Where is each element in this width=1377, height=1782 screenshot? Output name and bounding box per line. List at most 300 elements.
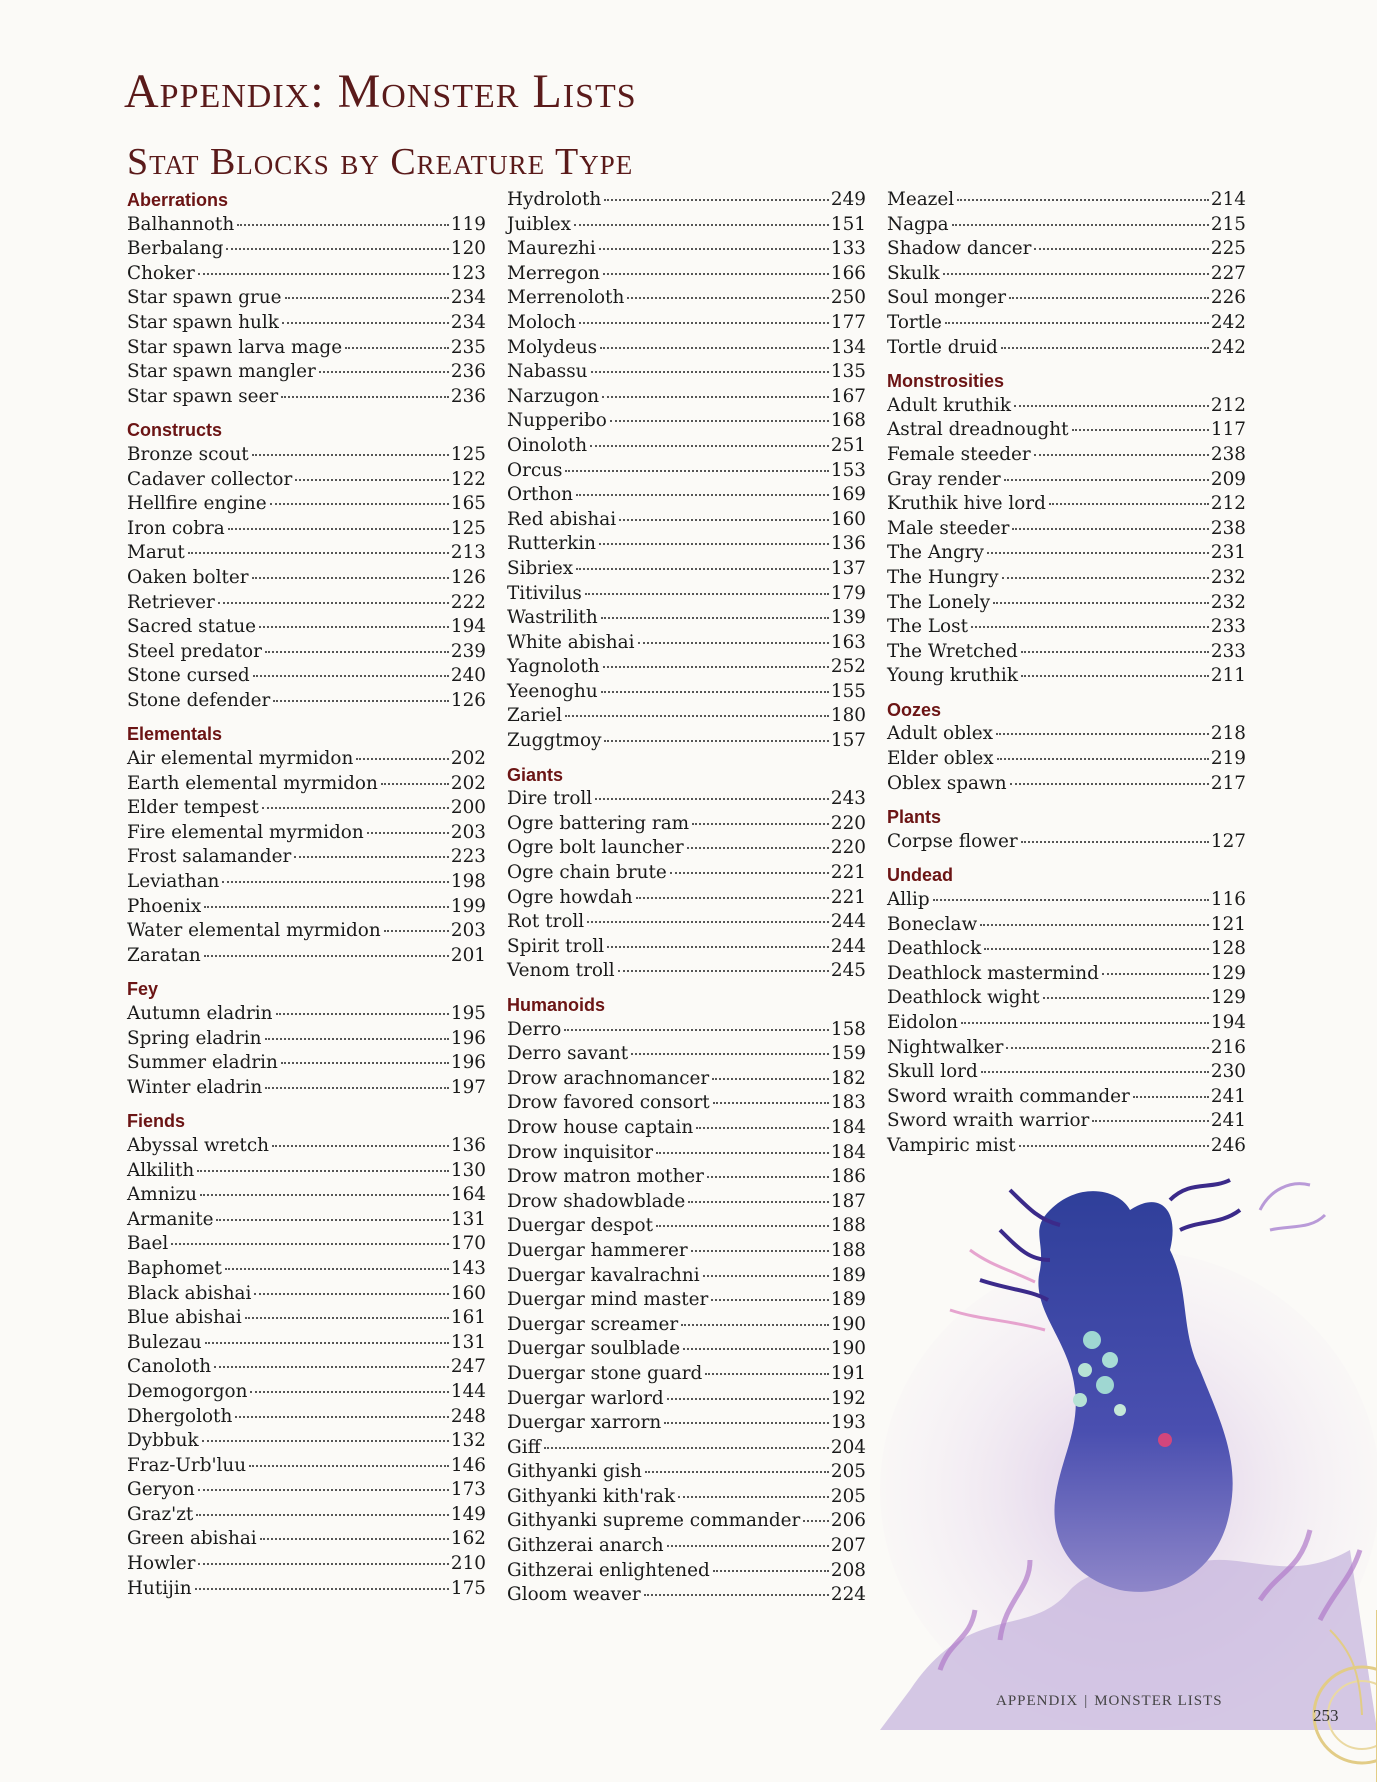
list-item [507,861,866,886]
list-item [127,747,486,772]
monster-name: Star spawn grue [127,287,282,309]
monster-name: Choker [127,262,195,284]
list-item [127,1405,486,1430]
monster-name: Drow inquisitor [507,1141,653,1163]
page-ref: 126 [450,689,486,711]
category-heading: Elementals [127,724,223,745]
list-item [127,1002,486,1027]
page-ref: 232 [1210,566,1246,588]
list-item [507,1165,866,1190]
list-item [127,1134,486,1159]
dot-leader [294,856,449,858]
monster-name: Ogre chain brute [507,862,667,884]
monster-name: Orthon [507,484,574,506]
monster-name: Summer eladrin [127,1052,278,1074]
dot-leader [599,248,829,250]
dot-leader [214,1366,449,1368]
page-ref: 234 [450,287,486,309]
dot-leader [253,675,449,677]
dot-leader [171,1243,449,1245]
dot-leader [228,528,449,530]
dot-leader [692,823,829,825]
list-item [127,772,486,797]
monster-name: Fire elemental myrmidon [127,821,364,843]
list-item [507,459,866,484]
dot-leader [595,798,829,800]
monster-name: Alkilith [127,1159,195,1181]
monster-name: Allip [887,889,930,911]
list-item [127,1552,486,1577]
monster-name: Bronze scout [127,443,249,465]
dot-leader [604,199,829,201]
page-ref: 128 [1210,938,1246,960]
page-ref: 149 [450,1503,486,1525]
page-ref: 252 [830,656,866,678]
list-item [507,1288,866,1313]
list-item [507,360,866,385]
page-ref: 209 [1210,468,1246,490]
list-item [127,443,486,468]
page-ref: 134 [830,336,866,358]
dot-leader [1034,454,1209,456]
list-item [127,1076,486,1101]
page-ref: 196 [450,1027,486,1049]
dot-leader [218,602,449,604]
page-ref: 116 [1210,889,1246,911]
dot-leader [1102,973,1209,975]
page-ref: 191 [830,1362,866,1384]
dot-leader [1002,577,1209,579]
list-item [507,1583,866,1608]
monster-name: Ogre howdah [507,886,633,908]
monster-name: Nagpa [887,213,949,235]
page-ref: 202 [450,748,486,770]
dot-leader [1001,347,1209,349]
list-item [887,591,1246,616]
page-ref: 205 [830,1461,866,1483]
monster-name: The Lonely [887,591,991,613]
dot-leader [273,700,449,702]
dot-leader [952,224,1209,226]
monster-name: Hydroloth [507,189,602,210]
list-item [507,582,866,607]
list-item [127,336,486,361]
dot-leader [670,872,829,874]
page-ref: 182 [830,1067,866,1089]
page-ref: 184 [830,1141,866,1163]
page-ref: 250 [830,287,866,309]
list-item [507,935,866,960]
category-heading: Fey [127,979,159,1000]
dot-leader [265,1038,449,1040]
dot-leader [295,479,449,481]
page-ref: 210 [450,1553,486,1575]
list-item [887,286,1246,311]
list-item [127,566,486,591]
list-item [507,1485,866,1510]
monster-name: Drow matron mother [507,1166,704,1188]
list-item [507,188,866,213]
dot-leader [1021,841,1209,843]
list-item [887,188,1246,213]
list-item [507,787,866,812]
list-item [507,1116,866,1141]
list-item [507,557,866,582]
list-item [127,385,486,410]
list-item [127,1051,486,1076]
monster-name: Green abishai [127,1528,257,1550]
list-item [507,1460,866,1485]
page-ref: 133 [830,238,866,260]
dot-leader [980,924,1209,926]
monster-name: Juiblex [507,213,572,235]
dot-leader [265,1087,449,1089]
list-item [887,1011,1246,1036]
page-ref: 234 [450,311,486,333]
category-heading: Monstrosities [887,371,1005,392]
dot-leader [601,691,829,693]
list-item [507,1411,866,1436]
dot-leader [1092,1120,1209,1122]
page-ref: 117 [1210,419,1246,441]
list-item [887,747,1246,772]
page-ref: 121 [1210,913,1246,935]
monster-name: Berbalang [127,238,224,260]
dot-leader [691,1250,829,1252]
list-item [507,631,866,656]
list-item [127,1208,486,1233]
dot-leader [618,970,829,972]
dot-leader [945,322,1209,324]
monster-name: Venom troll [507,960,615,982]
page-ref: 146 [450,1454,486,1476]
corner-ornament [1270,1610,1377,1782]
monster-name: Duergar despot [507,1215,653,1237]
monster-name: Derro savant [507,1043,629,1065]
list-item [127,517,486,542]
list-item [887,1036,1246,1061]
list-item [127,640,486,665]
monster-name: The Lost [887,616,968,638]
dot-leader [260,1538,449,1540]
dot-leader [664,1422,829,1424]
page-ref: 203 [450,821,486,843]
monster-name: Nightwalker [887,1036,1004,1058]
page-ref: 227 [1210,262,1246,284]
list-item [887,237,1246,262]
dot-leader [249,1465,449,1467]
dot-leader [987,552,1209,554]
monster-name: Graz'zt [127,1503,194,1525]
monster-name: The Wretched [887,640,1018,662]
page-ref: 212 [1210,394,1246,416]
monster-name: Moloch [507,311,577,333]
monster-name: Duergar screamer [507,1313,679,1335]
monster-name: Sword wraith warrior [887,1110,1090,1132]
dot-leader [981,1071,1209,1073]
list-item [127,919,486,944]
list-item [507,434,866,459]
monster-name: Yagnoloth [507,656,600,678]
dot-leader [1006,1047,1209,1049]
page-ref: 233 [1210,616,1246,638]
monster-name: Ogre bolt launcher [507,837,684,859]
monster-name: Star spawn larva mage [127,336,343,358]
list-item [507,812,866,837]
page-ref: 190 [830,1313,866,1335]
list-item [127,1577,486,1602]
monster-name: Drow favored consort [507,1092,710,1114]
monster-name: Iron cobra [127,517,225,539]
page-ref: 219 [1210,748,1246,770]
monster-name: Sibriex [507,557,574,579]
page-ref: 217 [1210,772,1246,794]
page-ref: 155 [830,680,866,702]
page-ref: 126 [450,566,486,588]
list-item [887,336,1246,361]
page-ref: 196 [450,1052,486,1074]
page-ref: 127 [1210,830,1246,852]
monster-name: Dire troll [507,788,593,810]
dot-leader [590,445,829,447]
page-ref: 151 [830,213,866,235]
section-subtitle: Stat Blocks by Creature Type [127,141,634,183]
monster-name: Canoloth [127,1356,212,1378]
list-item [507,1091,866,1116]
list-item [887,913,1246,938]
monster-name: Gloom weaver [507,1584,641,1606]
dot-leader [254,1293,448,1295]
dot-leader [222,881,449,883]
monster-name: Merrenoloth [507,287,625,309]
page-ref: 186 [830,1166,866,1188]
list-item [507,1337,866,1362]
list-item [507,910,866,935]
dot-leader [367,832,449,834]
dot-leader [356,758,449,760]
list-item [507,1387,866,1412]
monster-name: Winter eladrin [127,1076,263,1098]
page-ref: 188 [830,1239,866,1261]
monster-name: Elder tempest [127,797,259,819]
dot-leader [265,651,449,653]
monster-name: Cadaver collector [127,468,293,490]
page-ref: 244 [830,911,866,933]
dot-leader [711,1299,829,1301]
list-item [507,655,866,680]
list-item [127,615,486,640]
list-item [507,1509,866,1534]
list-item [887,443,1246,468]
list-item [127,821,486,846]
page-ref: 160 [450,1282,486,1304]
list-item [887,262,1246,287]
page-ref: 194 [450,616,486,638]
dot-leader [1019,1145,1209,1147]
dot-leader [544,1447,829,1449]
category-heading: Oozes [887,699,942,720]
page-ref: 173 [450,1479,486,1501]
list-item [127,237,486,262]
list-item [507,1067,866,1092]
list-item [887,772,1246,797]
list-item [507,1362,866,1387]
dot-leader [250,1391,448,1393]
monster-name: Wastrilith [507,607,598,629]
list-item [887,615,1246,640]
monster-name: Sword wraith commander [887,1085,1130,1107]
page-ref: 125 [450,517,486,539]
page-ref: 131 [450,1331,486,1353]
page-ref: 129 [1210,987,1246,1009]
monster-name: Fraz-Urb'luu [127,1454,247,1476]
dot-leader [603,273,829,275]
page-ref: 236 [450,361,486,383]
list-column-2 [507,188,866,1608]
page-ref: 120 [450,238,486,260]
monster-name: Orcus [507,459,563,481]
list-item [507,237,866,262]
monster-name: Zaratan [127,944,201,966]
dot-leader [656,1225,829,1227]
monster-name: Rot troll [507,911,585,933]
list-item [507,959,866,984]
list-item [507,213,866,238]
dot-leader [198,1563,448,1565]
page-ref: 245 [830,960,866,982]
dot-leader [1009,297,1209,299]
list-column-3 [887,188,1246,1159]
list-column-1 [127,188,486,1601]
monster-name: Sacred statue [127,616,257,638]
page-ref: 164 [450,1184,486,1206]
dot-leader [627,297,829,299]
dot-leader [696,1127,829,1129]
list-item [507,1042,866,1067]
dot-leader [957,199,1209,201]
page-ref: 197 [450,1076,486,1098]
page-ref: 246 [1210,1134,1246,1156]
dot-leader [688,1201,829,1203]
dot-leader [707,1176,829,1178]
dot-leader [252,454,449,456]
page-ref: 195 [450,1003,486,1024]
dot-leader [1072,429,1209,431]
page-ref: 232 [1210,591,1246,613]
list-item [507,1534,866,1559]
monster-name: Nabassu [507,361,588,383]
dot-leader [188,552,449,554]
monster-name: Demogorgon [127,1380,248,1402]
dot-leader [565,470,828,472]
monster-name: Deathlock mastermind [887,962,1099,984]
page-ref: 238 [1210,443,1246,465]
monster-name: Elder oblex [887,748,994,770]
page-ref: 206 [830,1510,866,1532]
page-ref: 184 [830,1116,866,1138]
page-ref: 123 [450,262,486,284]
monster-name: Githyanki gish [507,1461,642,1483]
monster-name: The Angry [887,542,984,564]
monster-name: Duergar xarrorn [507,1412,662,1434]
dot-leader [237,224,449,226]
monster-name: Drow house captain [507,1116,694,1138]
monster-name: Adult kruthik [887,394,1012,416]
category-heading: Aberrations [127,190,229,210]
list-item [127,591,486,616]
dot-leader [204,906,449,908]
page-ref: 158 [830,1018,866,1040]
dot-leader [585,593,829,595]
list-item [127,1159,486,1184]
page-ref: 136 [830,533,866,555]
monster-name: Eidolon [887,1012,958,1033]
page-title: Appendix: Monster Lists [124,65,637,118]
list-item [127,796,486,821]
dot-leader [667,1545,829,1547]
monster-name: Frost salamander [127,846,292,868]
list-item [127,213,486,238]
monster-name: Earth elemental myrmidon [127,772,378,794]
dot-leader [281,396,449,398]
list-item [507,1214,866,1239]
page-ref: 139 [830,607,866,629]
list-item [507,385,866,410]
dot-leader [599,543,829,545]
monster-name: Leviathan [127,871,220,893]
monster-name: Meazel [887,189,955,210]
list-item [127,1527,486,1552]
dot-leader [645,1471,829,1473]
monster-name: Oaken bolter [127,566,249,588]
dot-leader [587,921,829,923]
page-ref: 200 [450,797,486,819]
page-ref: 125 [450,443,486,465]
dot-leader [1034,248,1208,250]
dot-leader [196,1514,449,1516]
dot-leader [604,740,828,742]
list-item [127,1183,486,1208]
list-item [507,409,866,434]
page-ref: 242 [1210,311,1246,333]
monster-name: Yeenoghu [507,680,598,702]
list-item [887,566,1246,591]
page-ref: 194 [1210,1012,1246,1033]
page-ref: 168 [830,410,866,432]
list-item [127,311,486,336]
page-ref: 130 [450,1159,486,1181]
monster-name: Molydeus [507,336,598,358]
list-item [127,286,486,311]
list-item [127,1027,486,1052]
monster-name: Balhannoth [127,213,235,235]
dot-leader [245,1317,449,1319]
dot-leader [712,1078,829,1080]
dot-leader [638,642,829,644]
dot-leader [943,273,1209,275]
dot-leader [259,626,449,628]
page-ref: 222 [450,591,486,613]
page-ref: 159 [830,1043,866,1065]
list-item [127,1380,486,1405]
monster-name: Deathlock [887,938,982,960]
page-ref: 243 [830,788,866,810]
list-item [127,262,486,287]
page-ref: 238 [1210,517,1246,539]
monster-name: Vampiric mist [887,1134,1016,1156]
monster-name: Giff [507,1436,541,1458]
list-item [127,689,486,714]
